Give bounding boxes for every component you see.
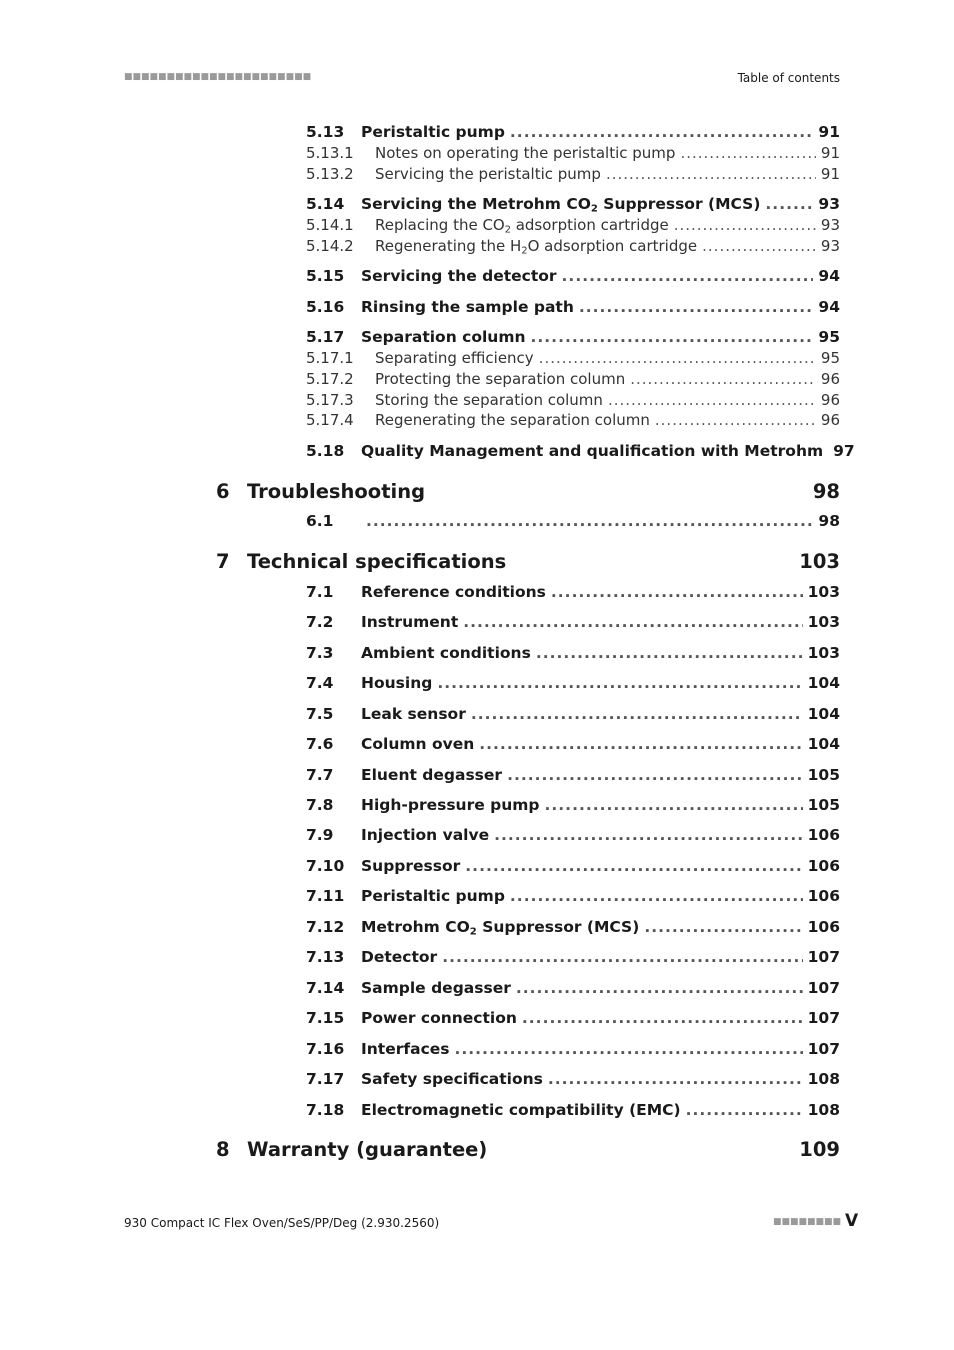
toc-entry-title: Troubleshooting	[247, 480, 426, 503]
toc-entry-page: 94	[818, 267, 840, 285]
toc-entry-page: 91	[820, 144, 840, 162]
toc-entry-number: 7.16	[306, 1040, 345, 1058]
toc-entry-title: Detector	[361, 948, 438, 966]
toc-entry-page: 106	[807, 857, 840, 875]
dot-leader	[516, 979, 803, 997]
toc-entry-page: 107	[807, 1009, 840, 1027]
toc-entry-title-part: Metrohm CO	[361, 918, 470, 936]
header-decoration: ■■■■■■■■■■■■■■■■■■■■■■	[124, 72, 312, 82]
dot-leader	[463, 613, 802, 631]
toc-entry-number: 5.17.1	[306, 349, 354, 367]
dot-leader	[551, 583, 803, 601]
page-number: V	[845, 1211, 859, 1231]
toc-entry-title: Rinsing the sample path	[361, 298, 574, 316]
toc-entry-number: 7.6	[306, 735, 334, 753]
toc-entry-number: 7.13	[306, 948, 345, 966]
toc-section[interactable]	[306, 796, 840, 814]
toc-entry-title-subscript: 2	[590, 203, 598, 215]
toc-entry-page: 97	[833, 442, 855, 460]
dot-leader	[471, 705, 803, 723]
dot-leader	[536, 644, 803, 662]
toc-entry-title-subscript: 2	[521, 245, 528, 257]
dot-leader	[510, 123, 814, 141]
dot-leader	[765, 195, 813, 213]
toc-section[interactable]	[306, 298, 840, 316]
dot-leader	[539, 349, 816, 367]
toc-subsection[interactable]	[306, 165, 840, 183]
toc-entry-title-part: O adsorption cartridge	[527, 237, 698, 255]
dot-leader	[644, 918, 802, 936]
toc-entry-number: 5.14.2	[306, 237, 354, 255]
toc-section[interactable]	[306, 644, 840, 662]
dot-leader	[548, 1070, 803, 1088]
toc-entry-number: 7.10	[306, 857, 345, 875]
dot-leader	[606, 165, 816, 183]
toc-entry-page: 95	[818, 328, 840, 346]
toc-entry-page: 104	[807, 705, 840, 723]
toc-entry-title	[375, 216, 669, 234]
toc-entry-number: 7.1	[306, 583, 334, 601]
toc-section[interactable]	[306, 857, 840, 875]
toc-entry-page: 91	[820, 165, 840, 183]
toc-entry-title	[361, 918, 639, 936]
dot-leader	[510, 887, 803, 905]
toc-entry-title	[375, 237, 697, 255]
toc-entry-number: 7	[216, 550, 230, 573]
toc-chapter[interactable]	[216, 550, 840, 573]
toc-entry-title-part: Suppressor (MCS)	[476, 918, 640, 936]
toc-entry-title-subscript: 2	[469, 926, 477, 938]
dot-leader	[437, 674, 802, 692]
toc-entry-page: 103	[807, 644, 840, 662]
toc-section[interactable]	[306, 887, 840, 905]
toc-entry-number: 7.11	[306, 887, 345, 905]
toc-entry-number: 8	[216, 1138, 230, 1161]
toc-section[interactable]	[306, 1101, 840, 1119]
toc-entry-page: 96	[820, 411, 840, 429]
toc-entry-page: 104	[807, 674, 840, 692]
toc-entry-page: 106	[807, 887, 840, 905]
toc-entry-title: Peristaltic pump	[361, 887, 505, 905]
toc-entry-title: Peristaltic pump	[361, 123, 505, 141]
toc-entry-title: Notes on operating the peristaltic pump	[375, 144, 676, 162]
toc-entry-page: 91	[818, 123, 840, 141]
toc-entry-number: 7.17	[306, 1070, 345, 1088]
toc-entry-number: 6	[216, 480, 230, 503]
dot-leader	[686, 1101, 803, 1119]
running-header-title: Table of contents	[737, 71, 840, 85]
toc-section[interactable]	[306, 826, 840, 844]
toc-subsection[interactable]	[306, 144, 840, 162]
toc-entry-title: Technical specifications	[247, 550, 507, 573]
toc-entry-page: 93	[820, 237, 840, 255]
footer-decoration: ■■■■■■■■	[773, 1217, 842, 1227]
toc-entry-number: 5.17.4	[306, 411, 354, 429]
toc-entry-title: Suppressor	[361, 857, 461, 875]
toc-entry-page: 103	[807, 583, 840, 601]
dot-leader	[465, 857, 802, 875]
toc-entry-page: 95	[820, 349, 840, 367]
toc-entry-title: Servicing the detector	[361, 267, 557, 285]
dot-leader	[630, 370, 816, 388]
dot-leader	[680, 144, 815, 162]
toc-entry-title: Interfaces	[361, 1040, 450, 1058]
toc-entry-page: 107	[807, 979, 840, 997]
toc-section[interactable]	[306, 979, 840, 997]
toc-entry-number: 6.1	[306, 512, 334, 530]
dot-leader	[522, 1009, 803, 1027]
toc-entry-title-part: Regenerating the H	[375, 237, 522, 255]
dot-leader	[442, 948, 802, 966]
toc-section[interactable]	[306, 948, 840, 966]
toc-entry-number: 7.3	[306, 644, 334, 662]
toc-entry-page: 105	[807, 766, 840, 784]
toc-chapter[interactable]	[216, 480, 840, 503]
toc-entry-number: 5.14.1	[306, 216, 354, 234]
toc-entry-title: Storing the separation column	[375, 391, 603, 409]
toc-entry-number: 7.2	[306, 613, 334, 631]
toc-entry-title: Reference conditions	[361, 583, 546, 601]
toc-entry-number: 5.14	[306, 195, 345, 213]
toc-section[interactable]	[306, 195, 840, 213]
toc-entry-number: 7.4	[306, 674, 334, 692]
toc-entry-number: 5.17	[306, 328, 345, 346]
toc-section[interactable]	[306, 674, 840, 692]
toc-entry-page: 108	[807, 1101, 840, 1119]
toc-entry-page: 96	[820, 370, 840, 388]
toc-entry-title: Ambient conditions	[361, 644, 531, 662]
toc-entry-title: High-pressure pump	[361, 796, 540, 814]
toc-entry-page: 98	[818, 512, 840, 530]
toc-entry-page: 96	[820, 391, 840, 409]
dot-leader	[507, 766, 803, 784]
toc-entry-page: 109	[799, 1138, 840, 1161]
dot-leader	[366, 512, 813, 530]
toc-entry-page: 106	[807, 918, 840, 936]
toc-subsection[interactable]	[306, 391, 840, 409]
toc-subsection[interactable]	[306, 411, 840, 429]
toc-entry-title: Safety specifications	[361, 1070, 543, 1088]
toc-section[interactable]	[306, 123, 840, 141]
toc-entry-number: 5.13	[306, 123, 345, 141]
toc-section[interactable]	[306, 442, 855, 460]
toc-section[interactable]	[306, 1040, 840, 1058]
toc-entry-number: 5.17.3	[306, 391, 354, 409]
toc-entry-title: Separation column	[361, 328, 526, 346]
toc-entry-page: 103	[807, 613, 840, 631]
dot-leader	[531, 328, 814, 346]
toc-entry-title-part: Replacing the CO	[375, 216, 505, 234]
toc-entry-number: 5.15	[306, 267, 345, 285]
toc-entry-title: Eluent degasser	[361, 766, 503, 784]
dot-leader	[702, 237, 816, 255]
toc-entry-title: Servicing the peristaltic pump	[375, 165, 601, 183]
toc-entry-number: 5.18	[306, 442, 345, 460]
toc-entry-title: Warranty (guarantee)	[247, 1138, 488, 1161]
toc-entry-title: Housing	[361, 674, 433, 692]
toc-entry-title-part: Suppressor (MCS)	[597, 195, 761, 213]
toc-entry-number: 5.13.2	[306, 165, 354, 183]
toc-entry-number: 7.8	[306, 796, 334, 814]
toc-entry-title: Instrument	[361, 613, 459, 631]
toc-entry-title	[361, 195, 760, 213]
toc-entry-number: 7.12	[306, 918, 345, 936]
toc-entry-title-part: Servicing the Metrohm CO	[361, 195, 591, 213]
toc-entry-number: 7.15	[306, 1009, 345, 1027]
toc-subsection[interactable]	[306, 237, 840, 255]
toc-entry-number: 7.9	[306, 826, 334, 844]
toc-entry-page: 103	[799, 550, 840, 573]
toc-entry-title: Electromagnetic compatibility (EMC)	[361, 1101, 681, 1119]
footer-product-name: 930 Compact IC Flex Oven/SeS/PP/Deg (2.930.2560)	[124, 1216, 440, 1230]
toc-entry-title-subscript: 2	[504, 224, 511, 236]
dot-leader	[562, 267, 814, 285]
toc-section[interactable]	[306, 613, 840, 631]
dot-leader	[655, 411, 816, 429]
toc-entry-title: Leak sensor	[361, 705, 466, 723]
toc-entry-title: Quality Management and qualification with Metrohm	[361, 442, 824, 460]
toc-entry-page: 98	[812, 480, 840, 503]
toc-entry-number: 7.7	[306, 766, 334, 784]
toc-entry-number: 7.14	[306, 979, 345, 997]
dot-leader	[494, 826, 803, 844]
toc-section[interactable]	[306, 918, 840, 936]
toc-entry-title: Regenerating the separation column	[375, 411, 650, 429]
toc-entry-page: 93	[820, 216, 840, 234]
toc-entry-page: 108	[807, 1070, 840, 1088]
toc-entry-title: Separating efficiency	[375, 349, 534, 367]
toc-section[interactable]	[306, 1009, 840, 1027]
toc-entry-title-part: adsorption cartridge	[510, 216, 669, 234]
toc-subsection[interactable]	[306, 349, 840, 367]
toc-entry-page: 94	[818, 298, 840, 316]
toc-section[interactable]	[306, 512, 840, 530]
toc-entry-number: 5.13.1	[306, 144, 354, 162]
toc-entry-title: Protecting the separation column	[375, 370, 626, 388]
toc-entry-page: 106	[807, 826, 840, 844]
toc-entry-page: 104	[807, 735, 840, 753]
toc-section[interactable]	[306, 1070, 840, 1088]
toc-entry-title: Sample degasser	[361, 979, 511, 997]
toc-entry-number: 7.18	[306, 1101, 345, 1119]
toc-entry-page: 105	[807, 796, 840, 814]
toc-entry-title: Injection valve	[361, 826, 490, 844]
dot-leader	[545, 796, 803, 814]
toc-entry-page: 93	[818, 195, 840, 213]
toc-entry-title: Column oven	[361, 735, 475, 753]
toc-section[interactable]	[306, 328, 840, 346]
toc-entry-title: Power connection	[361, 1009, 517, 1027]
toc-entry-number: 5.17.2	[306, 370, 354, 388]
dot-leader	[608, 391, 816, 409]
dot-leader	[579, 298, 814, 316]
toc-subsection[interactable]	[306, 216, 840, 234]
toc-section[interactable]	[306, 267, 840, 285]
toc-entry-page: 107	[807, 948, 840, 966]
toc-chapter[interactable]	[216, 1138, 840, 1161]
toc-entry-number: 7.5	[306, 705, 334, 723]
toc-section[interactable]	[306, 766, 840, 784]
toc-subsection[interactable]	[306, 370, 840, 388]
toc-entry-number: 5.16	[306, 298, 345, 316]
toc-section[interactable]	[306, 735, 840, 753]
dot-leader	[674, 216, 816, 234]
toc-section[interactable]	[306, 705, 840, 723]
dot-leader	[479, 735, 802, 753]
toc-entry-page: 107	[807, 1040, 840, 1058]
dot-leader	[455, 1040, 803, 1058]
toc-section[interactable]	[306, 583, 840, 601]
